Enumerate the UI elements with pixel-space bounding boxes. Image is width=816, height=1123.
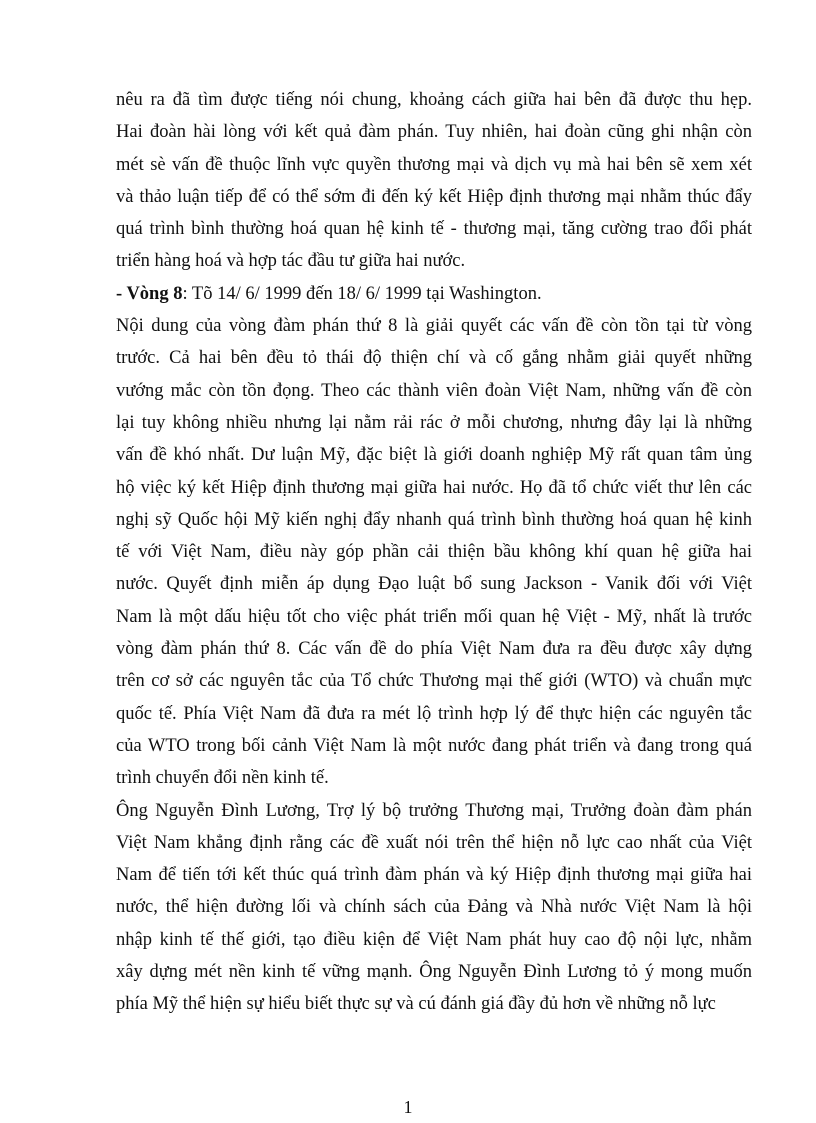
text-line: trình chuyển đổi nền kinh tế.	[116, 768, 329, 789]
text-line: nghị sỹ Quốc hội Mỹ kiến nghị đẩy nhanh quá trình bình thường hoá quan hệ kinh	[116, 509, 752, 530]
text-line: triển hàng hoá và hợp tác đầu tư giữa hai nước.	[116, 251, 466, 272]
round-8-heading	[116, 278, 752, 310]
text-line: hộ việc ký kết Hiệp định thương mại giữa hai nước. Họ đã tổ chức viết thư lên các	[116, 477, 752, 498]
text-line: mét sè vấn đề thuộc lĩnh vực quyền thương mại và dịch vụ mà hai bên sẽ xem xét	[116, 154, 752, 175]
text-line: Nam để tiến tới kết thúc quá trình đàm phán và ký Hiệp định thương mại giữa hai	[116, 865, 752, 886]
round-8-label: - Vòng 8	[116, 283, 183, 304]
text-line: phía Mỹ thể hiện sự hiểu biết thực sự và cú đánh giá đầy đủ hơn về những nỗ lực	[116, 994, 716, 1015]
text-line: vòng đàm phán thứ 8. Các vấn đề do phía Việt Nam đưa ra đều được xây dựng	[116, 639, 752, 660]
text-line: tế với Việt Nam, điều này góp phần cải thiện bầu không khí quan hệ giữa hai	[116, 542, 752, 563]
paragraph-nguyen-dinh-luong	[116, 795, 752, 1021]
text-line: nước, thể hiện đường lối và chính sách của Đảng và Nhà nước Việt Nam là hội	[116, 897, 752, 918]
text-line: Nội dung của vòng đàm phán thứ 8 là giải quyết các vấn đề còn tồn tại từ vòng	[116, 316, 752, 337]
paragraph-round-8-content	[116, 310, 752, 794]
text-line: Hai đoàn hài lòng với kết quả đàm phán. Tuy nhiên, hai đoàn cũng ghi nhận còn	[116, 122, 752, 143]
text-line: của WTO trong bối cảnh Việt Nam là một nước đang phát triển và đang trong quá	[116, 735, 752, 756]
text-line: nêu ra đã tìm được tiếng nói chung, khoảng cách giữa hai bên đã được thu hẹp.	[116, 90, 752, 110]
round-8-dates: : Tõ 14/ 6/ 1999 đến 18/ 6/ 1999 tại Washington.	[182, 283, 542, 304]
text-line: vướng mắc còn tồn đọng. Theo các thành viên đoàn Việt Nam, những vấn đề còn	[116, 380, 752, 401]
text-line: Ông Nguyễn Đình Lương, Trợ lý bộ trưởng Thương mại, Trưởng đoàn đàm phán	[116, 800, 752, 821]
text-line: xây dựng mét nền kinh tế vững mạnh. Ông Nguyễn Đình Lương tỏ ý mong muốn	[116, 962, 752, 983]
text-line: quốc tế. Phía Việt Nam đã đưa ra mét lộ trình hợp lý để thực hiện các nguyên tắc	[116, 703, 752, 724]
document-body	[116, 84, 752, 1021]
text-line: nhập kinh tế thế giới, tạo điều kiện để Việt Nam phát huy cao độ nội lực, nhằm	[116, 929, 752, 950]
paragraph-continued	[116, 84, 752, 278]
text-line: vấn đề khó nhất. Dư luận Mỹ, đặc biệt là giới doanh nghiệp Mỹ rất quan tâm ủng	[116, 445, 752, 466]
text-line: trên cơ sở các nguyên tắc của Tổ chức Thương mại thế giới (WTO) và chuẩn mực	[116, 671, 752, 692]
text-line: trước. Cả hai bên đều tỏ thái độ thiện chí và cố gắng nhằm giải quyết những	[116, 348, 752, 369]
text-line: quá trình bình thường hoá quan hệ kinh tế - thương mại, tăng cường trao đổi phát	[116, 219, 752, 240]
text-line: lại tuy không nhiều nhưng lại nằm rải rác ở mỗi chương, nhưng đây lại là những	[116, 412, 752, 433]
text-line: và thảo luận tiếp để có thể sớm đi đến ký kết Hiệp định thương mại nhằm thúc đẩy	[116, 186, 752, 207]
text-line: nước. Quyết định miễn áp dụng Đạo luật bổ sung Jackson - Vanik đối với Việt	[116, 574, 752, 595]
text-line: Nam là một dấu hiệu tốt cho việc phát triển mối quan hệ Việt - Mỹ, nhất là trước	[116, 606, 752, 627]
text-line: Việt Nam khẳng định rằng các đề xuất nói trên thể hiện nỗ lực cao nhất của Việt	[116, 832, 752, 853]
page-number: 1	[403, 1097, 413, 1117]
